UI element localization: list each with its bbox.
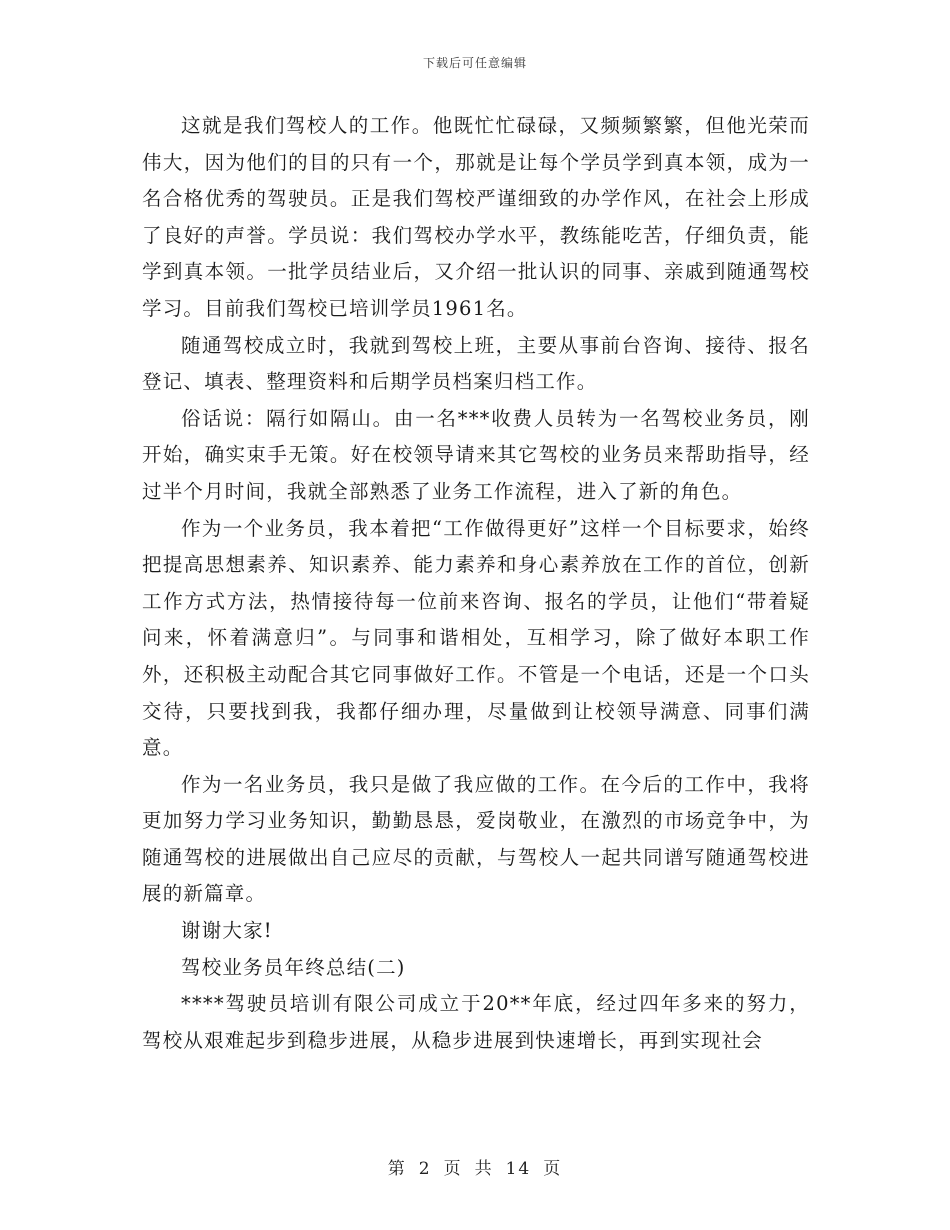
document-body: [142, 108, 810, 1059]
footer-total-unit: 页: [543, 1159, 563, 1179]
paragraph-1: 这就是我们驾校人的工作。他既忙忙碌碌，又频频繁繁，但他光荣而伟大，因为他们的目的只有一个，那就是让每个学员学到真本领，成为一名合格优秀的驾驶员。正是我们驾校严谨细致的办学作风，在社会上形成了良好的声誉。学员说：我们驾校办学水平，教练能吃苦，仔细负责，能学到真本领。一批学员结业后，又介绍一批认识的同事、亲戚到随通驾校学习。目前我们驾校已培训学员1961名。: [142, 114, 810, 320]
footer-total-pages: 14: [505, 1159, 532, 1179]
footer-page-number: 2: [418, 1159, 432, 1179]
paragraph-6: ****驾驶员培训有限公司成立于20**年底，经过四年多来的努力，驾校从艰难起步到稳步进展，从稳步进展到快速增长，再到实现社会: [142, 992, 810, 1052]
footer-page-label: 第: [387, 1159, 407, 1179]
paragraph-4: 作为一个业务员，我本着把“工作做得更好”这样一个目标要求，始终把提高思想素养、知识素养、能力素养和身心素养放在工作的首位，创新工作方式方法，热情接待每一位前来咨询、报名的学员，让他们“带着疑问来，怀着满意归”。与同事和谐相处，互相学习，除了做好本职工作外，还积极主动配合其它同事做好工作。不管是一个电话，还是一个口头交待，只要找到我，我都仔细办理，尽量做到让校领导满意、同事们满意。: [142, 516, 810, 760]
page-footer: [0, 1154, 950, 1179]
footer-page-unit: 页: [443, 1159, 463, 1179]
page-header: 下载后可任意编辑: [422, 56, 527, 70]
paragraph-thanks: 谢谢大家!: [181, 919, 273, 943]
paragraph-2: 随通驾校成立时，我就到驾校上班，主要从事前台咨询、接待、报名登记、填表、整理资料和后期学员档案归档工作。: [142, 333, 810, 394]
paragraph-5: 作为一名业务员，我只是做了我应做的工作。在今后的工作中，我将更加努力学习业务知识，勤勤恳恳，爱岗敬业，在激烈的市场竞争中，为随通驾校的进展做出自己应尽的贡献，与驾校人一起共同谱写随通驾校进展的新篇章。: [142, 772, 810, 906]
paragraph-3: 俗话说：隔行如隔山。由一名***收费人员转为一名驾校业务员，刚开始，确实束手无策。好在校领导请来其它驾校的业务员来帮助指导，经过半个月时间，我就全部熟悉了业务工作流程，进入了新的角色。: [142, 406, 810, 503]
section-heading: 驾校业务员年终总结(二): [181, 955, 406, 979]
footer-total-label: 共: [474, 1159, 494, 1179]
